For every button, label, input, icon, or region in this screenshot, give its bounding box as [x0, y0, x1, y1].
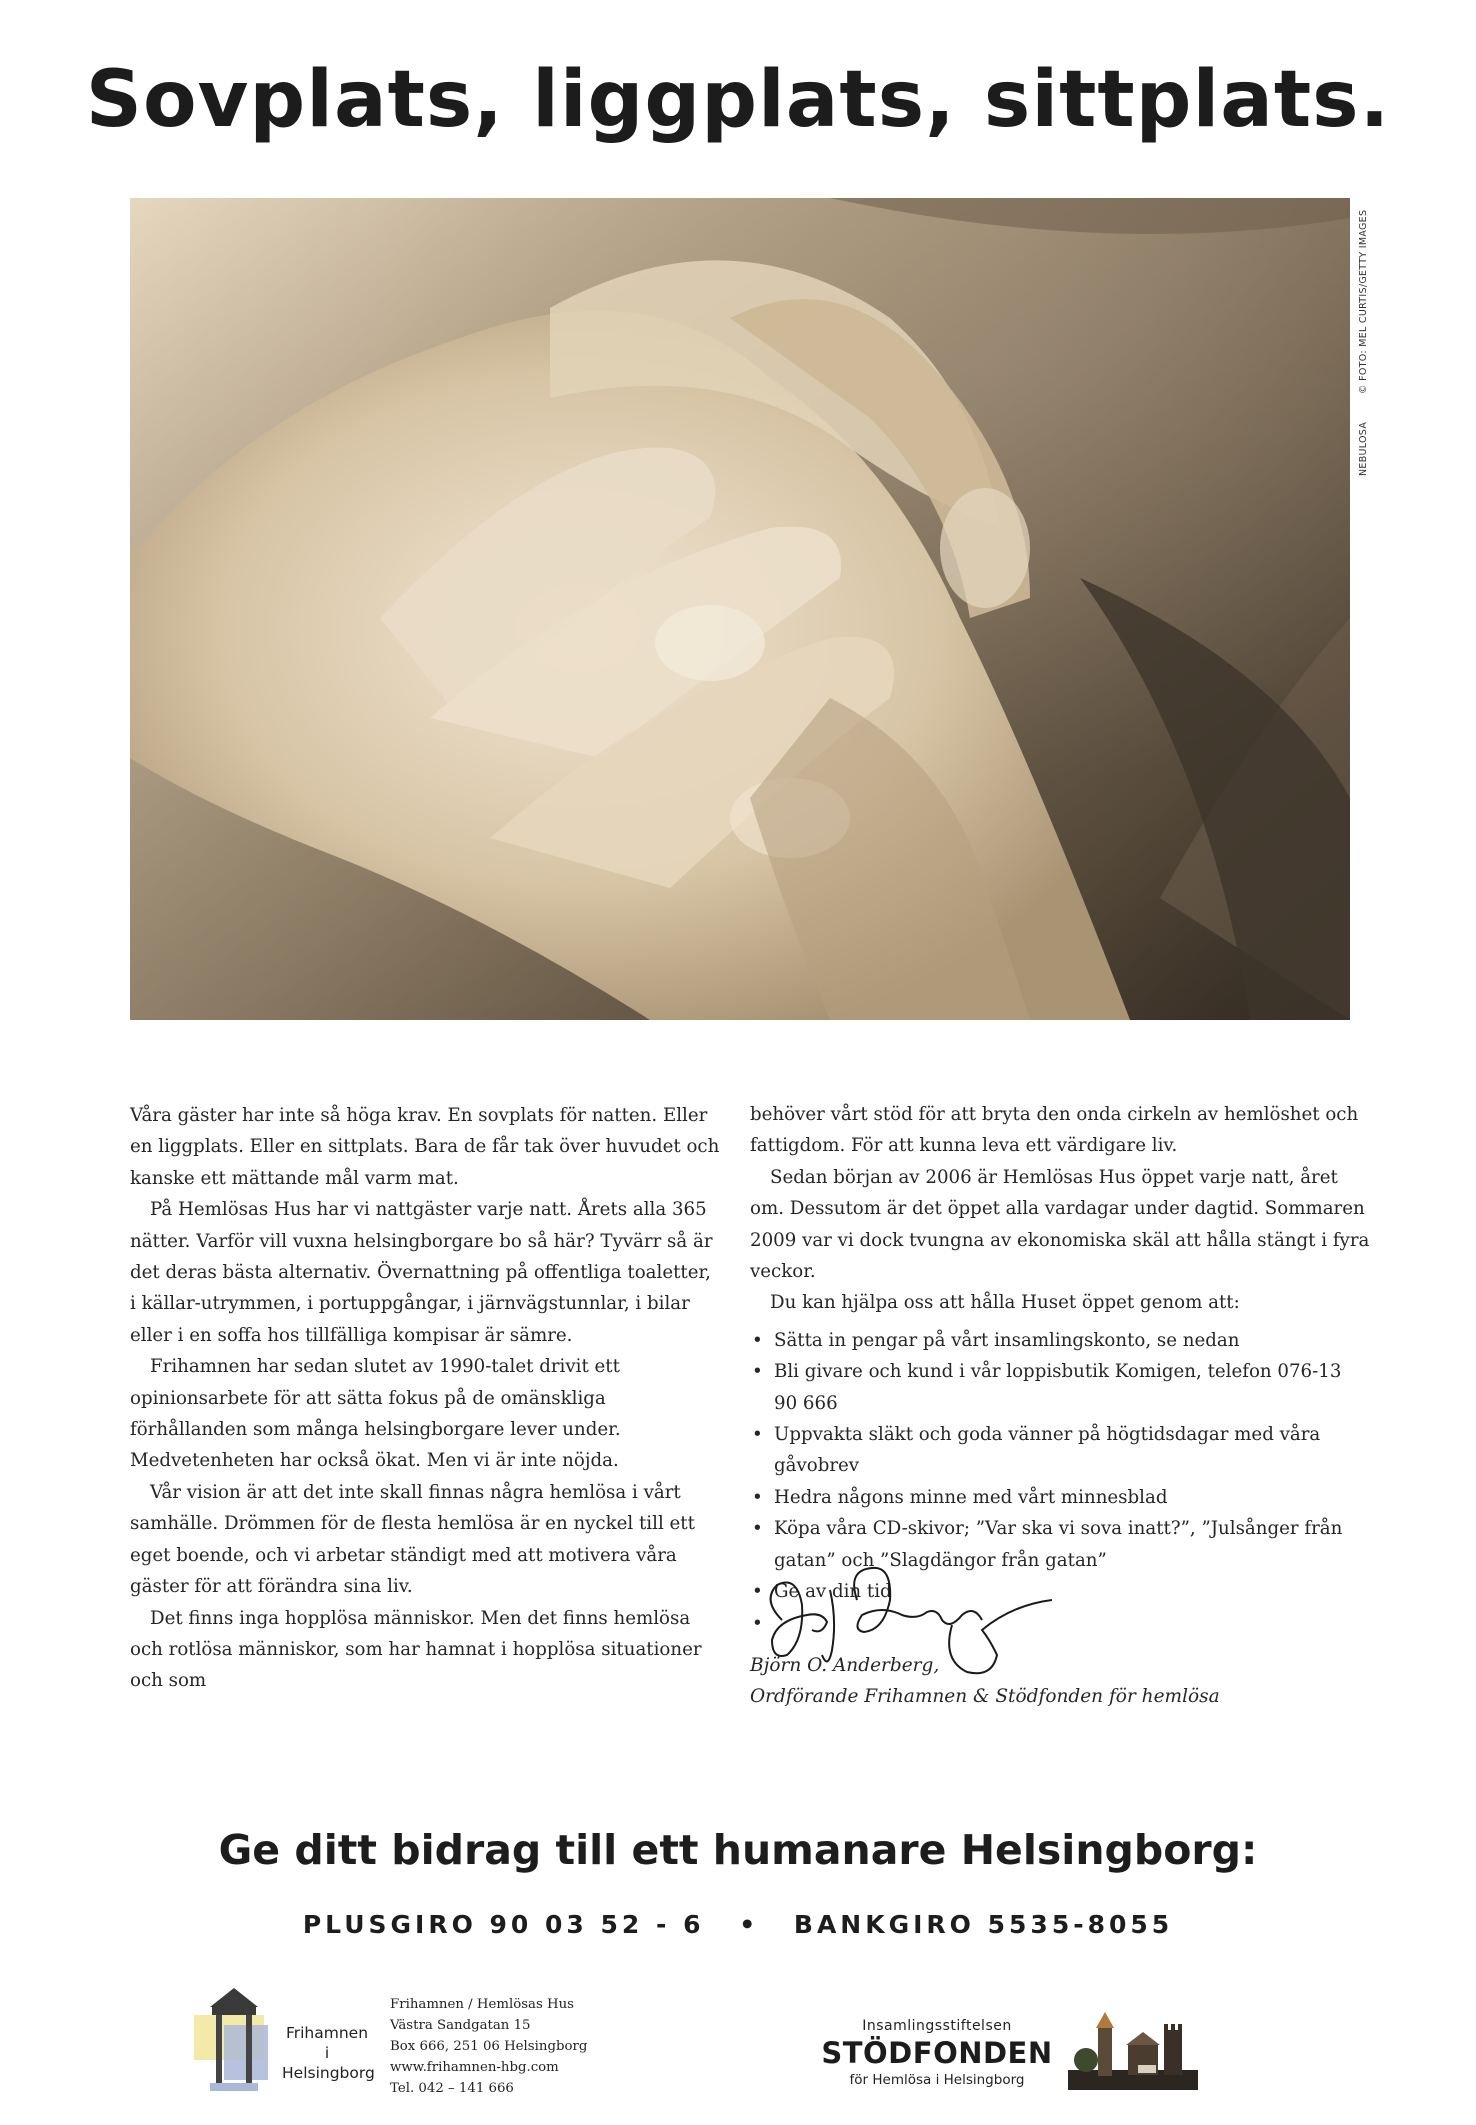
headline: Sovplats, liggplats, sittplats.: [85, 55, 1391, 145]
signer-title: Ordförande Frihamnen & Stödfonden för hemlösa: [750, 1686, 1220, 1707]
body-paragraph: Våra gäster har inte så höga krav. En sovplats för natten. Eller en liggplats. Eller en sittplats. Bara de får tak över huvudet och kanske ett mättande mål varm mat.: [130, 1105, 720, 1189]
help-list-item: • Hedra någons minne med vårt minnesblad: [750, 1482, 1370, 1513]
stodfonden-top-text: Insamlingsstiftelsen: [862, 2018, 1012, 2034]
frihamnen-logo-line: i: [324, 2044, 330, 2062]
address-line: Box 666, 251 06 Helsingborg: [390, 2039, 588, 2054]
account-separator: •: [739, 1910, 760, 1939]
body-paragraph: Frihamnen har sedan slutet av 1990-talet drivit ett opinionsarbete för att sätta fokus på de omänskliga förhållanden som många helsingborgare lever under. Medvetenheten har också ökat. Men vi är inte nöjda.: [130, 1356, 621, 1472]
stodfonden-sub-text: för Hemlösa i Helsingborg: [849, 2072, 1025, 2088]
address-line: Frihamnen / Hemlösas Hus: [390, 1997, 574, 2012]
bankgiro-number: BANKGIRO 5535-8055: [793, 1910, 1174, 1939]
helsingborg-skyline-icon: [1068, 2010, 1198, 2090]
body-paragraph: Sedan början av 2006 är Hemlösas Hus öppet varje natt, året om. Dessutom är det öppet alla vardagar under dagtid. Sommaren 2009 var vi dock tvungna av ekonomiska skäl att hålla stängt i fyra veckor.: [750, 1166, 1370, 1283]
account-numbers: [0, 1910, 1476, 1939]
help-list-item: • Ge av din tid: [750, 1576, 1370, 1607]
address-line: Västra Sandgatan 15: [390, 2018, 531, 2033]
body-column-left: [130, 1100, 720, 1697]
address-line: www.frihamnen-hbg.com: [390, 2060, 559, 2075]
frihamnen-logo-line: Frihamnen: [285, 2024, 369, 2042]
photo-credit-secondary: NEBULOSA: [1358, 421, 1369, 476]
signature-block: [750, 1650, 1220, 1712]
signer-name: Björn O. Anderberg,: [750, 1655, 940, 1676]
body-paragraph: Vår vision är att det inte skall finnas några hemlösa i vårt samhälle. Drömmen för de flesta hemlösa är en nyckel till ett eget boende, och vi arbetar ständigt med att motivera våra gäster för att förändra sina liv.: [130, 1481, 695, 1598]
photo-credit: [1356, 198, 1376, 478]
stodfonden-name: STÖDFONDEN: [821, 2036, 1053, 2070]
body-paragraph: behöver vårt stöd för att bryta den onda cirkeln av hemlöshet och fattigdom. För att kunna leva ett värdigare liv.: [750, 1104, 1359, 1157]
contact-address: [390, 1994, 587, 2099]
frihamnen-logo-line: Helsingborg: [282, 2064, 375, 2082]
help-list-item: • Sätta in pengar på vårt insamlingskonto, se nedan: [750, 1325, 1370, 1356]
body-paragraph: Det finns inga hopplösa människor. Men det finns hemlösa och rotlösa människor, som har hamnat i hopplösa situationer och som: [130, 1607, 702, 1692]
donation-appeal: Ge ditt bidrag till ett humanare Helsingborg:: [218, 1826, 1258, 1874]
body-paragraph: På Hemlösas Hus har vi nattgäster varje natt. Årets alla 365 nätter. Varför vill vuxna helsingborgare bo så här? Tyvärr så är det deras bästa alternativ. Övernattning på offentliga toaletter, i källar-utrymmen, i portuppgångar, i järnvägstunnlar, i bilar eller i en soffa hos tillfälliga kompisar är sämre.: [130, 1199, 713, 1346]
body-paragraph: Du kan hjälpa oss att hålla Huset öppet genom att:: [770, 1292, 1240, 1314]
help-list-item: • Uppvakta släkt och goda vänner på högtidsdagar med våra gåvobrev: [750, 1419, 1370, 1482]
help-list-item: • Köpa våra CD-skivor; ”Var ska vi sova inatt?”, ”Julsånger från gatan” och ”Slagdängor från gatan”: [750, 1513, 1370, 1576]
plusgiro-number: PLUSGIRO 90 03 52 - 6: [302, 1910, 705, 1939]
help-list-item: • Bli givare och kund i vår loppisbutik Komigen, telefon 076-13 90 666: [750, 1356, 1370, 1419]
frihamnen-logo-text: [282, 2023, 375, 2083]
body-column-right: [750, 1099, 1370, 1639]
clasped-hands-image: [130, 198, 1350, 1020]
hands-photo: [130, 198, 1350, 1020]
address-line: Tel. 042 – 141 666: [390, 2081, 514, 2096]
photo-credit-primary: © FOTO: MEL CURTIS/GETTY IMAGES: [1358, 209, 1369, 394]
